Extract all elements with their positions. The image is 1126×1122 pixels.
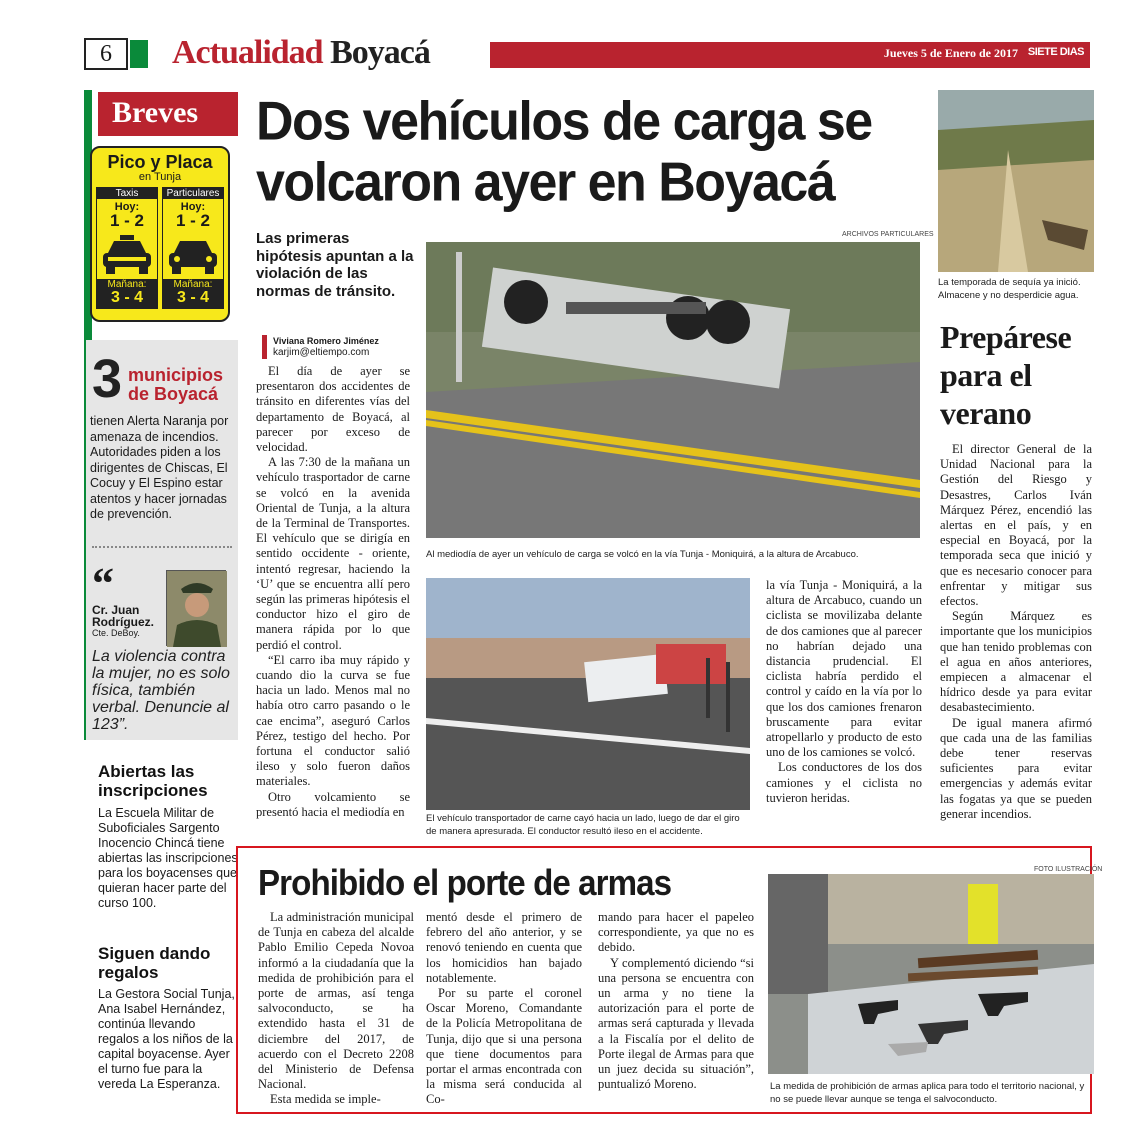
breves-title: Breves (98, 92, 238, 136)
paragraph: Y complementó diciendo “si una persona se encuentra con un arma y no tiene la autorización para el porte de armas será capturada y llevada a la Fiscalía por el delito de Porte ilegal de Armas para que un juez decida su situación”, puntualizó Moreno. (598, 955, 754, 1092)
taxis-hoy-value: 1 - 2 (109, 211, 145, 230)
main-article-col2 (766, 578, 922, 806)
paragraph: De igual manera afirmó que cada una de las familias debe tener reservas suficientes para evitar emergencias y además evitar las fogatas ya que se pueden generar incendios. (940, 715, 1092, 821)
page-number: 6 (84, 38, 128, 70)
byline (262, 335, 379, 359)
photo2-caption: El vehículo transportador de carne cayó hacia un lado, luego de dar el giro de manera apresurada. El conductor resultó ileso en el accidente. (426, 813, 740, 837)
quote-author: Cr. Juan Rodríguez. (92, 603, 154, 629)
section-title (172, 34, 430, 72)
paragraph: La administración municipal de Tunja en cabeza del alcalde Pablo Emilio Cepeda Novoa informó a la ciudadanía que la medida de prohibición para el porte de armas, así tenga salvoconducto, se ha extendido hasta el 31 de diciembre del 2017, de acuerdo con el Decreto 2208 del Ministerio de Defensa Nacional. (258, 910, 414, 1092)
pico-y-placa-box (90, 146, 230, 322)
particulares-hoy-label: Hoy: (180, 201, 206, 213)
particulares-manana-value: 3 - 4 (163, 290, 223, 308)
municipios-text: tienen Alerta Naranja por amenaza de incendios. Autoridades piden a los dirigentes de Chiscas, El Cocuy y El Espino estar atentos y hacer jornadas de prevención. (90, 414, 229, 521)
photo1-credit: ARCHIVOS PARTICULARES (842, 231, 934, 238)
meat-truck-photo (426, 578, 750, 810)
overturned-truck-photo (426, 242, 920, 538)
municipios-title: municipios de Boyacá (128, 365, 224, 404)
right-headline: Prepárese para el verano (940, 319, 1072, 431)
brief1-text: La Escuela Militar de Suboficiales Sargento Inocencio Chincá tiene abiertas las inscripciones para los boyacenses que quieran hacer parte del curso 100. (98, 806, 238, 910)
quote-author-role: Cte. DeBoy. (92, 628, 140, 638)
photo1-caption: Al mediodía de ayer un vehículo de carga se volcó en la vía Tunja - Moniquirá, a la altura de Arcabuco. (426, 549, 859, 560)
bottom-article-col3 (598, 910, 754, 1092)
publication-name: SIETE DIAS (1027, 46, 1084, 58)
taxi-icon (100, 233, 154, 275)
paragraph: mentó desde el primero de febrero del año anterior, y se renovó teniendo en cuenta que los homicidios han bajado notablemente. (426, 910, 582, 985)
taxis-label: Taxis (97, 188, 157, 199)
paragraph: Por su parte el coronel Oscar Moreno, Comandante de la Policía Metropolitana de Tunja, dijo que si una persona que tiene documentos para portar el armas encontrada con la misma será conducida al Co- (426, 986, 582, 1107)
pico-subtitle: en Tunja (138, 171, 182, 183)
divider (92, 546, 232, 548)
taxis-manana-value: 3 - 4 (97, 290, 157, 308)
author-name: Viviana Romero Jiménez (273, 336, 379, 346)
main-article-col1 (256, 364, 410, 820)
bottom-article-col2 (426, 910, 582, 1108)
bottom-article-col1 (258, 910, 414, 1108)
author-email: karjim@eltiempo.com (273, 347, 370, 358)
taxis-hoy-label: Hoy: (114, 201, 140, 213)
paragraph: Según Márquez es importante que los municipios que han tenido problemas con el agua en años anteriores, empiecen a almacenar el hídrico desde ya para evitar desabastecimiento. (940, 609, 1092, 715)
car-icon (166, 233, 220, 275)
header-red-bar (490, 42, 1090, 68)
particulares-manana-label: Mañana: (163, 279, 223, 290)
bottom-headline: Prohibido el porte de armas (258, 862, 672, 903)
paragraph: la vía Tunja - Moniquirá, a la altura de Arcabuco, cuando un ciclista se movilizaba delante de dos camiones que al parecer no habrían dejado una distancia prudencial. El ciclista habría perdido el control y caído en la vía por lo que los dos camiones frenaron bruscamente para evitar atropellarlo y producto de esto uno de los camiones se volcó. (766, 578, 922, 760)
quote-author-photo (166, 570, 226, 646)
quote-mark-icon: “ (92, 559, 114, 608)
brief2-text: La Gestora Social Tunja, Ana Isabel Hernández, continúa llevando regalos a los niños de la capital boyacense. Ayer el turno fue para la vereda La Esperanza. (98, 987, 235, 1091)
paragraph: Otro volcamiento se presentó hacia el mediodía en (256, 789, 410, 819)
particulares-hoy-value: 1 - 2 (175, 211, 211, 230)
pico-title: Pico y Placa (107, 152, 213, 172)
municipios-number: 3 (92, 349, 123, 409)
issue-date: Jueves 5 de Enero de 2017 (883, 46, 1018, 60)
section-title-a: Actualidad (172, 34, 323, 71)
particulares-label: Particulares (163, 188, 223, 199)
brief1-title: Abiertas las inscripciones (98, 762, 208, 800)
paragraph: El director General de la Unidad Nacional para la Gestión del Riesgo y Desastres, Carlos Iván Márquez Pérez, encendió las alertas en el país, y en especial en Boyacá, por la temporada seca que inició y que es necesario conocer para enfrentar y mitigar sus efectos. (940, 442, 1092, 609)
quote-text: La violencia contra la mujer, no es solo física, también verbal. Denuncie al 123”. (92, 648, 230, 733)
main-subheadline: Las primeras hipótesis apuntan a la violación de las normas de tránsito. (256, 230, 414, 300)
paragraph: mando para hacer el papeleo correspondiente, ya que no es debido. (598, 910, 754, 955)
pico-taxis-column (96, 187, 158, 309)
paragraph: Los conductores de los dos camiones y el ciclista no tuvieron heridas. (766, 760, 922, 805)
page-number-bar (130, 40, 148, 68)
paragraph: El día de ayer se presentaron dos accidentes de tránsito en diferentes vías del departamento de Boyacá, al parecer por exceso de velocidad. (256, 364, 410, 455)
pico-particulares-column (162, 187, 224, 309)
drought-photo (938, 90, 1094, 272)
brief2-title: Siguen dando regalos (98, 944, 211, 982)
photo4-credit: FOTO ILUSTRACIÓN (1034, 866, 1103, 873)
paragraph: Esta medida se imple- (270, 1092, 381, 1107)
paragraph: A las 7:30 de la mañana un vehículo trasportador de carne se volcó en la avenida Oriental de Tunja, a la altura de la Terminal de Transportes. El vehículo que se dirigía en sentido occidente - oriente, intentó regresar, haciendo la ‘U’ que se encuentra allí pero según las primeras hipótesis el conductor hizo el giro de manera rápida por lo que perdió el control. (256, 455, 410, 652)
right-article-body (940, 442, 1092, 822)
photo4-caption: La medida de prohibición de armas aplica para todo el territorio nacional, y no se puede llevar aunque se tenga el salvoconducto. (770, 1081, 1085, 1105)
paragraph: “El carro iba muy rápido y cuando dio la curva se fue hacia un lado. Menos mal no había otro carro pasando o le cae encima”, aseguró Carlos Pérez, testigo del hecho. Por fortuna el conductor salió ileso y solo fueron daños materiales. (256, 652, 410, 789)
taxis-manana-label: Mañana: (97, 279, 157, 290)
confiscated-weapons-photo (768, 874, 1094, 1074)
photo3-caption: La temporada de sequía ya inició. Almacene y no desperdicie agua. (938, 277, 1081, 301)
section-title-b: Boyacá (330, 34, 430, 71)
main-headline: Dos vehículos de carga se volcaron ayer en Boyacá (256, 91, 872, 213)
